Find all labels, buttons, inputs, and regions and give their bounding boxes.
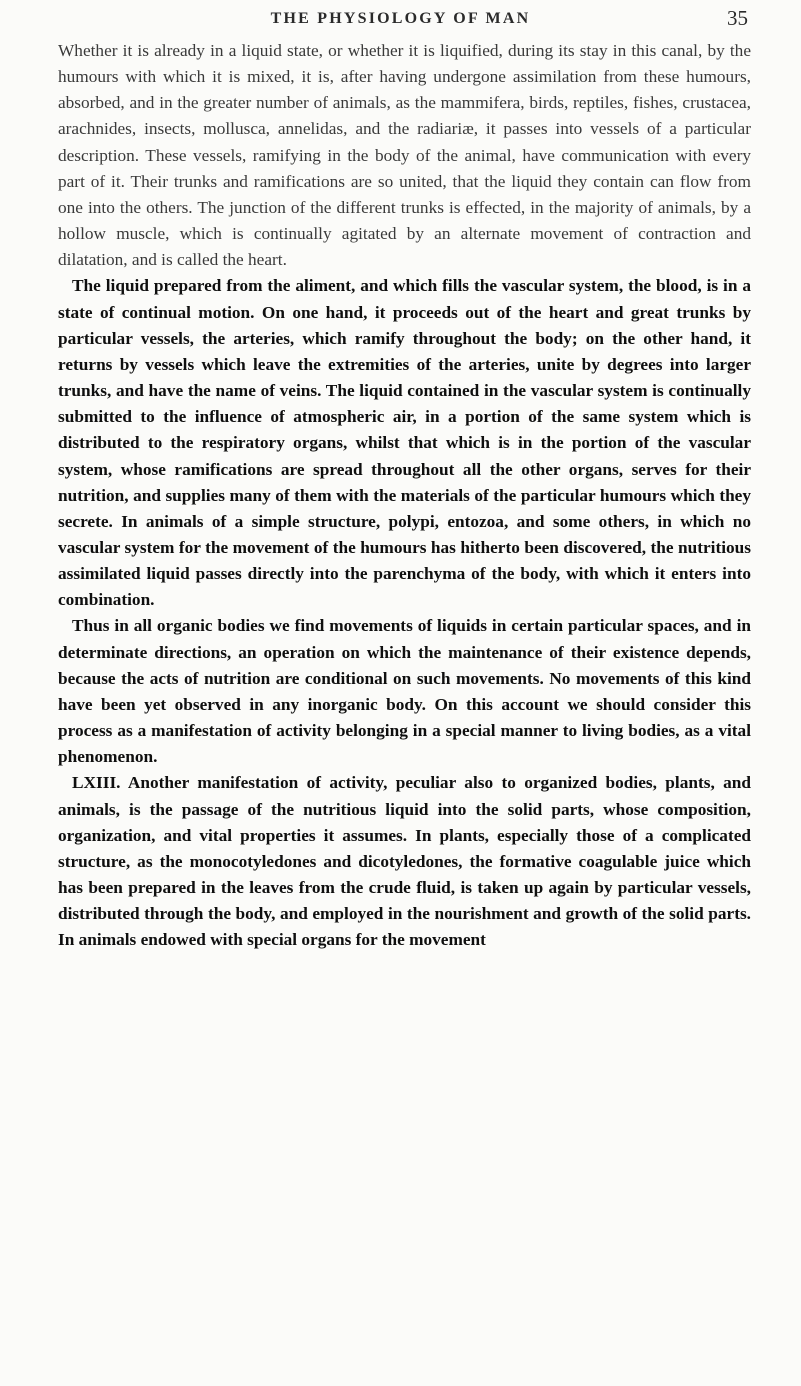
paragraph-blood-vessels: Whether it is already in a liquid state, or whether it is liquified, during its stay in this canal, by the humours with which it is mixed, it is, after having undergone assimilation from these humours, absorbed, and in the greater number of animals, as the mammifera, birds, reptiles, fishes, crustacea, arachnides, insects, mollusca, annelidas, and the radiariæ, it passes into vessels of a particular description. These vessels, ramifying in the body of the animal, have communication with every part of it. Their trunks and ramifications are so united, that the liquid they contain can flow from one into the others. The junction of the different trunks is effected, in the majority of animals, by a hollow muscle, which is continually agitated by an alternate movement of contraction and dilatation, and is called the heart. <box>58 41 751 270</box>
running-title: THE PHYSIOLOGY OF MAN <box>270 10 531 27</box>
paragraph-circulation: The liquid prepared from the aliment, and which fills the vascular system, the blood, is in a state of continual motion. On one hand, it proceeds out of the heart and great trunks by particular vessels, the arteries, which ramify throughout the body; on the other hand, it returns by vessels which leave the extremities of the arteries, unite by degrees into larger trunks, and have the name of veins. The liquid contained in the vascular system is continually submitted to the influence of atmospheric air, in a portion of the same system which is distributed to the respiratory organs, whilst that which is in the portion of the vascular system, whose ramifications are spread throughout all the other organs, serves for their nutrition, and supplies many of them with the materials of the particular humours which they secrete. In animals of a simple structure, polypi, entozoa, and some others, in which no vascular system for the movement of the humours has hitherto been discovered, the nutritious assimilated liquid passes directly into the parenchyma of the body, with which it enters into combination. <box>58 276 751 610</box>
body-text <box>58 38 751 953</box>
paragraph-section-lxiii: LXIII. Another manifestation of activity, peculiar also to organized bodies, plants, and animals, is the passage of the nutritious liquid into the solid parts, whose composition, organization, and vital properties it assumes. In plants, especially those of a complicated structure, as the monocotyledones and dicotyledones, the formative coagulable juice which has been prepared in the leaves from the crude fluid, is taken up again by particular vessels, distributed through the body, and employed in the nourishment and growth of the solid parts. In animals endowed with special organs for the movement <box>58 773 751 950</box>
paragraph-movement-of-liquids: Thus in all organic bodies we find movements of liquids in certain particular spaces, and in determinate directions, an operation on which the maintenance of their existence depends, because the acts of nutrition are conditional on such movements. No movements of this kind have been yet observed in any inorganic body. On this account we should consider this process as a manifestation of activity belonging in a special manner to living bodies, as a vital phenomenon. <box>58 616 751 767</box>
running-header <box>0 4 801 34</box>
page-number: 35 <box>727 6 748 30</box>
